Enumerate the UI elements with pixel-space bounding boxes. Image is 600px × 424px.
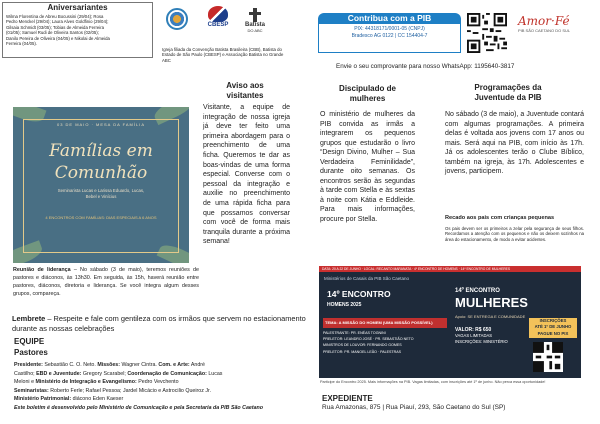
banner-price: VALOR: R$ 650 VAGAS LIMITADAS INSCRIÇÕES: MINISTÉRIO [455,327,508,344]
pastors-title: Pastores [14,348,48,357]
church-affiliation: Igreja filiada da Convenção Batista Brasileira (CBB), Batista do Estado de São Paulo (CBESP) e Associação Batista no Grande ABC [162,47,284,63]
poster-speakers: Seminarista Lucas e Larissa Eduardo, Lucas, Bebel e Vinícius [57,188,145,199]
qr-code[interactable] [467,13,507,53]
banner-qr-code[interactable] [533,342,563,372]
banner-deadline: INSCRIÇÕES ATÉ 1º DE JUNHO PAGUE NO PIX [529,318,577,338]
banner-men-encounter: 14º ENCONTRO HOMENS 2025 [327,289,391,308]
amor-fe-logo: Amor·Fé PIB SÃO CAETANO DO SUL [518,14,571,33]
discipleship-title: Discipulado de mulheres [339,84,396,103]
birthday-line: Gilsaia Schmidt (03/05); Tobias de Almeida Ferreira [6,24,105,30]
leadership-notice: Reunião de liderança – No sábado (3 de maio), teremos reuniões de pastores e diáconos, às 13h30. Em seguida, às 15h, haverá reunião entre pastores, diáconos, diretoria e liderança. Se você integra algum desses grupos, compareça. [13,267,199,297]
birthday-line: Ferreira (04/05). [6,41,38,47]
birthday-line: Pedro Menckel (29/04); Laura Alves Goldfinio (29/04); [6,19,109,25]
pix-info[interactable]: PIX: 44318171/0001-05 (CNPJ) [354,26,425,32]
contribute-title: Contribua com a PIB [318,13,461,24]
cross-icon [249,8,261,22]
convention-logo [166,8,188,30]
birthdays-box [2,2,153,58]
banner-women-title: MULHERES [455,295,528,310]
encounter-banner [319,266,581,378]
poster-event: 4 ENCONTROS COM FAMÍLIAS: DIAS ESPECIAIS A 6 ANOS [45,215,157,220]
poster-title: Famílias em Comunhão [49,141,153,183]
birthday-line: (01/05); Samuel Rudi de Oliveira Santos (02/05); [6,30,99,36]
contribute-box [318,13,461,53]
cbesp-logo: CBESP [204,6,232,32]
address: Rua Amazonas, 875 | Rua Piauí, 293, São Caetano do Sul (SP) [322,404,506,411]
team-title: EQUIPE [14,337,45,346]
banner-theme: TEMA: A MISSÃO DO HOMEM (UMA MISSÃO POSSÍVEL) [323,318,447,328]
families-poster [13,107,189,263]
birthday-line: Danilo Pereira de Oliveira (04/05) e Nikolai de Almeida [6,35,110,41]
youth-body: No sábado (3 de maio), a Juventude contará com algumas programações. A primeira delas é voltada aos jovens com 17 anos ou mais. Será aqui na PIB, com início às 17h. Já os adolescentes terão o Clube Bíblico, também na igreja, às 17h. Adolescentes e jovens, participem. [445,111,584,175]
banner-speakers: PALESTRANTE: PR. ENÉAS TOGNINI PRELETOR: LEANDRO JOSÉ · PR. SEBASTIÃO NETO MINISTROS DE LOUVOR: FERNANDO GOMES PRELETOR: PR. MANOEL LEÃO · PALESTRAS [323,331,414,354]
banner-caption: Participe do Encontro 2025. Mais informações na PIB. Vagas limitadas, com inscrições até 1º de junho. Não perca essa oportunidade! [320,380,546,384]
team-list: Presidente: Sebastião C. O. Neto. Missões: Wagner Cintra. Com. e Arte: André Castilho; EBD e Juventude: Gregory Scarabel; Coordenação de Comunicação: Lucas Meloni e Ministério de Integração e Evangelismo: Pedro Vevchento Seminaristas: Roberto Ferle; Rafael Pessoa; Jardel Micácio e Astrocilio Queiroz Jr. Ministério Patrimonial: diácono Eden Kaeser Este boletim é desenvolvido pelo Ministério de Comunicação e pela Secretaria da PIB São Caetano [14,362,264,411]
kids-body: Os pais devem ser os primeiros a zelar pela segurança de seus filhos. Recordamos a atenção com os pequenos e não os deixem sozinhos na área do estacionamento, de modo a evitar acidentes. [445,226,584,242]
bank-info: Bradesco AG 0122 | CC 154404-7 [351,32,428,39]
visitors-title: Aviso aos visitantes [226,81,264,100]
team-footnote: Este boletim é desenvolvido pelo Ministério de Comunicação e pela Secretaria da PIB São Caetano [14,404,264,411]
banner-support: Apoio: SE ENTREGA E COMUNIDADE [455,314,526,319]
visitors-body: Visitante, a equipe de integração de nossa igreja já deve ter feito uma primeira abordagem para o preenchimento de uma ficha. Queremos te dar as boas-vindas de uma forma especial. Converse com o pessoal da integração e auxilie no preenchimento de uma rápida ficha para que possamos conversar com você de forma mais tranquila durante a próxima semana! [203,104,290,246]
expediente-title: EXPEDIENTE [322,394,373,403]
whatsapp-note: Envie o seu comprovante para nosso WhatsApp: 1195640-3817 [336,63,515,70]
reminder-notice: Lembrete – Respeite e fale com gentileza com os irmãos que servem no estacionamento durante as nossas celebrações [12,314,306,333]
banner-women-encounter: 14º ENCONTRO [455,288,500,294]
banner-topline: DATA: 20 A 22 DE JUNHO · LOCAL: RECANTO MARANATA · 4º ENCONTRO DE HOMENS · 14º ENCONTRO DE MULHERES [319,266,581,272]
banner-organizer: Ministérios de Casais da PIB São Caetano [324,276,410,281]
youth-title: Programações da Juventude da PIB [474,83,542,102]
poster-date: 03 DE MAIO · MESA DA FAMÍLIA [56,122,146,127]
kids-title: Recado aos pais com crianças pequenas [445,215,555,221]
birthdays-title: Aniversariantes [47,3,108,12]
batista-abc-logo: Batista DO ABC [241,8,269,38]
discipleship-body: O ministério de mulheres da PIB convida as irmãs a integrarem os pequenos grupos que estudarão o livro “Design Divino, Mulher – Sua Verdadeira Feminilidade”, durante oito semanas. Os encontros serão às segundas à tarde com Stella e às sextas à noite com Kátia e Eddleide. Para mais informações, procure por Stella. [320,111,415,223]
expediente-details [322,404,505,411]
birthday-line: Wilma Florentina de Abreu Bocussini (29/04); Rosa [6,14,104,19]
